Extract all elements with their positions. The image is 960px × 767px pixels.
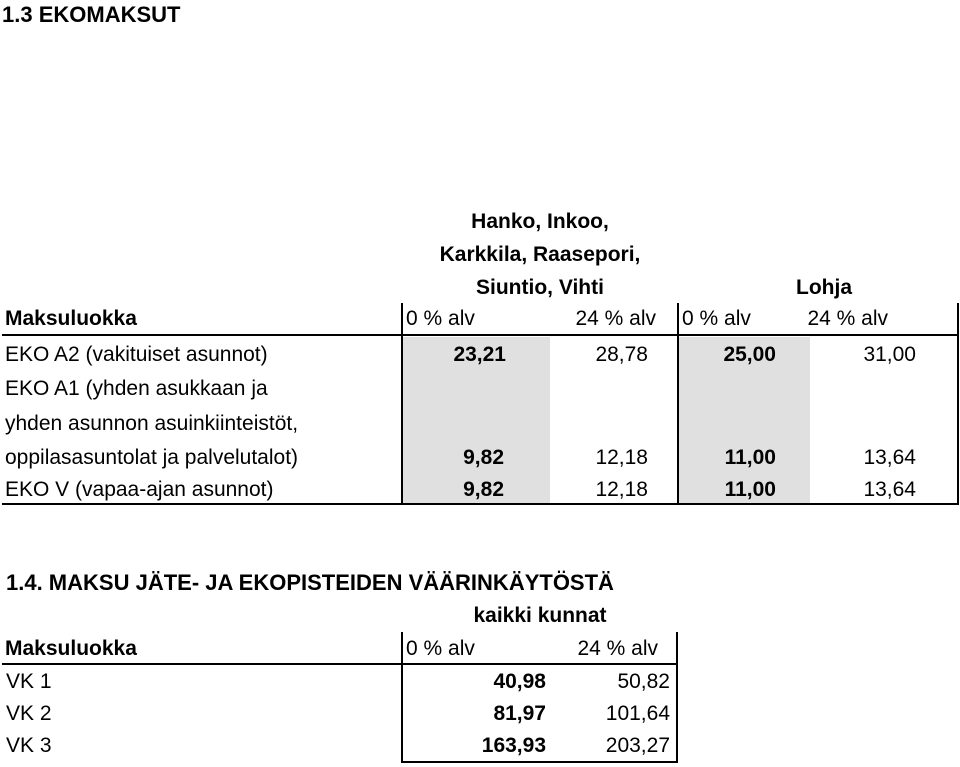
table-bottom-border — [2, 503, 959, 505]
value-vk2-24: 101,64 — [605, 702, 670, 725]
row-label-eko-a2: EKO A2 (vakituiset asunnot) — [5, 343, 268, 366]
value-vk1-0: 40,98 — [493, 670, 546, 693]
table2-header-border — [2, 663, 678, 665]
table-top-border — [2, 334, 959, 336]
vline-mid — [677, 303, 679, 505]
row-label-vk1: VK 1 — [6, 670, 52, 693]
group-header-hanko-3: Siuntio, Vihti — [476, 276, 604, 299]
value-eko-a2-lohja-0: 25,00 — [723, 343, 776, 366]
row-label-eko-a1-line3: oppilasasuntolat ja palvelutalot) — [5, 446, 299, 469]
row-label-eko-a1-line2: yhden asunnon asuinkiinteistöt, — [5, 412, 299, 435]
col-header-kaikki-24: 24 % alv — [577, 637, 658, 660]
group-header-hanko-2: Karkkila, Raasepori, — [439, 243, 641, 266]
value-eko-a2-lohja-24: 31,00 — [863, 343, 916, 366]
row-label-eko-a1-line1: EKO A1 (yhden asukkaan ja — [5, 377, 268, 400]
column-label-maksuluokka: Maksuluokka — [5, 307, 137, 330]
group-header-lohja: Lohja — [796, 276, 852, 299]
table2-bottom-border — [402, 761, 678, 763]
col-header-lohja-24: 24 % alv — [807, 307, 888, 330]
section-title-ekomaksut: 1.3 EKOMAKSUT — [2, 2, 181, 27]
col-header-hanko-24: 24 % alv — [575, 307, 656, 330]
value-vk3-24: 203,27 — [605, 734, 670, 757]
group-header-hanko-1: Hanko, Inkoo, — [471, 210, 609, 233]
value-vk2-0: 81,97 — [493, 702, 546, 725]
value-eko-v-lohja-0: 11,00 — [724, 478, 776, 501]
col-header-hanko-0: 0 % alv — [406, 307, 475, 330]
column-label-maksuluokka-2: Maksuluokka — [5, 637, 137, 660]
subheader-kaikki-kunnat: kaikki kunnat — [473, 604, 607, 627]
value-eko-a1-hanko-0: 9,82 — [463, 446, 504, 469]
table2-vline-right — [676, 632, 678, 763]
row-label-vk2: VK 2 — [6, 702, 52, 725]
value-vk3-0: 163,93 — [481, 734, 546, 757]
value-eko-a1-lohja-0: 11,00 — [724, 446, 776, 469]
value-eko-a1-lohja-24: 13,64 — [863, 446, 916, 469]
vline-right — [957, 303, 959, 505]
value-eko-a2-hanko-24: 28,78 — [595, 343, 648, 366]
value-eko-v-hanko-24: 12,18 — [595, 478, 648, 501]
section-title-vaarinkaytto: 1.4. MAKSU JÄTE- JA EKOPISTEIDEN VÄÄRINKÄYTÖSTÄ — [6, 570, 614, 595]
vline-left — [401, 303, 403, 505]
col-header-kaikki-0: 0 % alv — [406, 637, 475, 660]
row-label-vk3: VK 3 — [6, 734, 52, 757]
value-vk1-24: 50,82 — [617, 670, 670, 693]
value-eko-v-lohja-24: 13,64 — [863, 478, 916, 501]
value-eko-v-hanko-0: 9,82 — [463, 478, 504, 501]
value-eko-a2-hanko-0: 23,21 — [453, 343, 506, 366]
row-label-eko-v: EKO V (vapaa-ajan asunnot) — [5, 478, 274, 501]
value-eko-a1-hanko-24: 12,18 — [595, 446, 648, 469]
col-header-lohja-0: 0 % alv — [682, 307, 751, 330]
